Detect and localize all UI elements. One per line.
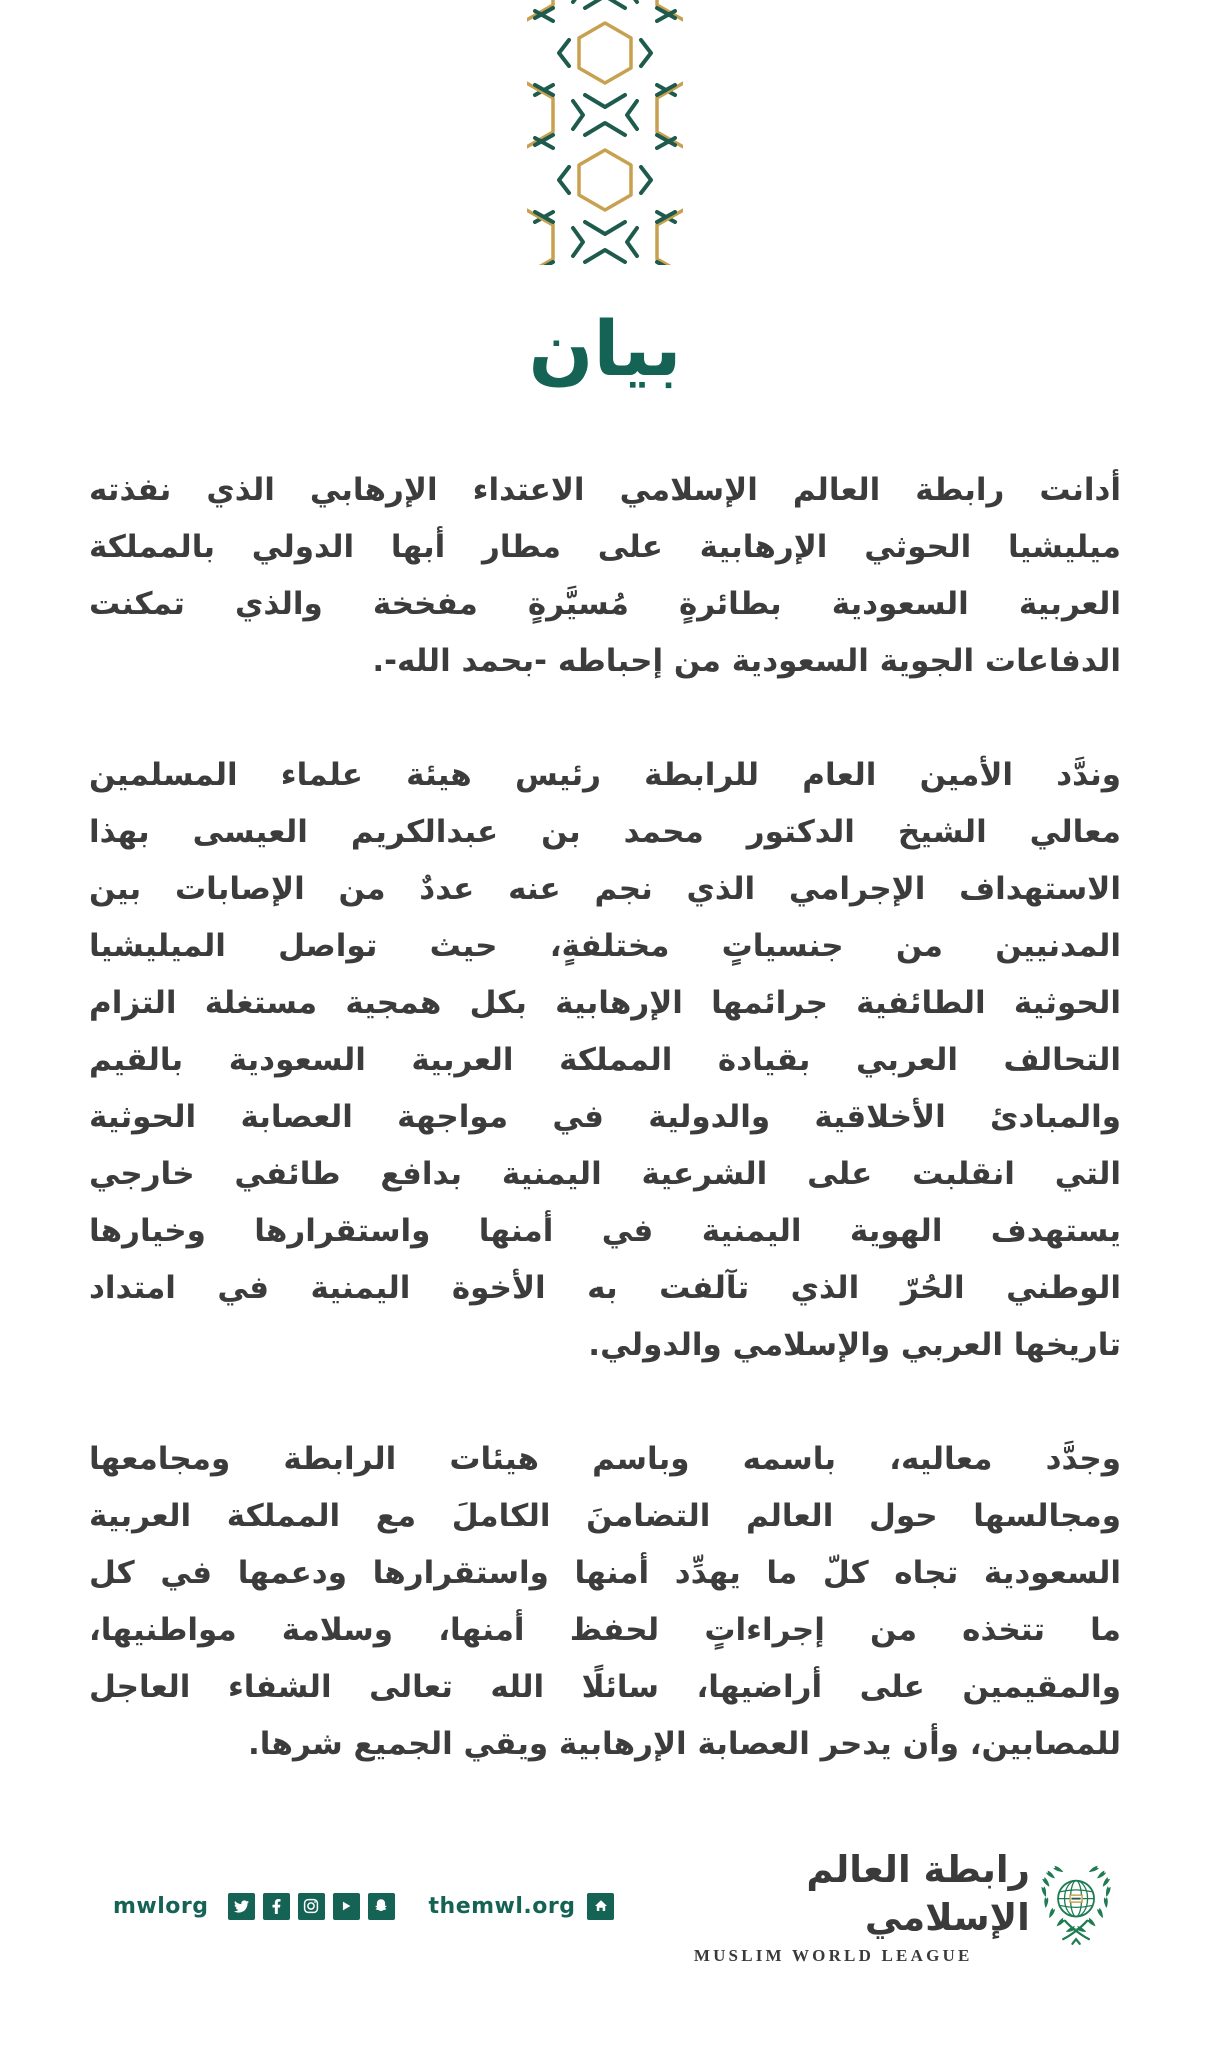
geometric-pattern-decoration <box>527 0 683 265</box>
statement-line: للمصابين، وأن يدحر العصابة الإرهابية ويقي الجميع شرها. <box>248 1726 1121 1762</box>
statement-line: والمبادئ الأخلاقية والدولية في مواجهة العصابة الحوثية <box>89 1099 1121 1135</box>
statement-line: التحالف العربي بقيادة المملكة العربية السعودية بالقيم <box>89 1042 1121 1078</box>
mwl-logo <box>614 1846 1122 1966</box>
instagram-icon[interactable] <box>298 1893 325 1920</box>
statement-line: العربية السعودية بطائرةٍ مُسيَّرةٍ مفخخة والذي تمكنت <box>89 586 1121 622</box>
statement-line: وجدَّد معاليه، باسمه وباسم هيئات الرابطة ومجامعها <box>89 1441 1121 1477</box>
statement-line: تاريخها العربي والإسلامي والدولي. <box>588 1327 1121 1363</box>
logo-arabic-calligraphy: رابطة العالم الإسلامي <box>806 1847 1030 1939</box>
website-url[interactable]: themwl.org <box>428 1893 576 1919</box>
statement-line: ميليشيا الحوثي الإرهابية على مطار أبها الدولي بالمملكة <box>89 529 1121 565</box>
statement-line: وندَّد الأمين العام للرابطة رئيس هيئة علماء المسلمين <box>89 757 1121 793</box>
twitter-icon[interactable] <box>228 1893 255 1920</box>
statement-line: معالي الشيخ الدكتور محمد بن عبدالكريم العيسى بهذا <box>89 814 1121 850</box>
statement-line: الدفاعات الجوية السعودية من إحباطه -بحمد الله-. <box>372 643 1121 679</box>
logo-english-name: MUSLIM WORLD LEAGUE <box>693 1946 973 1966</box>
statement-line: ما تتخذه من إجراءاتٍ لحفظ أمنها، وسلامة مواطنيها، <box>89 1612 1121 1648</box>
facebook-icon[interactable] <box>263 1893 290 1920</box>
statement-line: المدنيين من جنسياتٍ مختلفةٍ، حيث تواصل الميليشيا <box>89 928 1121 964</box>
logo-text-block <box>636 1846 1029 1966</box>
globe-wreath-emblem-icon <box>1030 1857 1122 1955</box>
statement-line: الوطني الحُرّ الذي تآلفت به الأخوة اليمنية في امتداد <box>89 1270 1121 1306</box>
home-icon[interactable] <box>587 1893 614 1920</box>
footer <box>0 1848 1210 1964</box>
statement-line: الحوثية الطائفية جرائمها الإرهابية بكل همجية مستغلة التزام <box>89 985 1121 1021</box>
snapchat-icon[interactable] <box>368 1893 395 1920</box>
statement-body <box>89 462 1121 1773</box>
statement-line: السعودية تجاه كلّ ما يهدِّد أمنها واستقرارها ودعمها في كل <box>89 1555 1121 1591</box>
statement-line: الاستهداف الإجرامي الذي نجم عنه عددٌ من الإصابات بين <box>89 871 1121 907</box>
statement-paragraph <box>89 1431 1121 1773</box>
statement-line: والمقيمين على أراضيها، سائلًا الله تعالى الشفاء العاجل <box>89 1669 1121 1705</box>
statement-line: ومجالسها حول العالم التضامنَ الكاملَ مع المملكة العربية <box>89 1498 1121 1534</box>
page-title: بيان <box>528 304 682 393</box>
statement-paragraph <box>89 462 1121 690</box>
footer-social-group <box>113 1893 614 1920</box>
statement-line: يستهدف الهوية اليمنية في أمنها واستقرارها وخيارها <box>89 1213 1121 1249</box>
statement-paragraph <box>89 747 1121 1374</box>
social-handle[interactable]: mwlorg <box>113 1893 209 1919</box>
statement-line: أدانت رابطة العالم الإسلامي الاعتداء الإرهابي الذي نفذته <box>89 472 1121 508</box>
youtube-icon[interactable] <box>333 1893 360 1920</box>
social-icon-row <box>209 1893 395 1920</box>
statement-line: التي انقلبت على الشرعية اليمنية بدافع طائفي خارجي <box>89 1156 1121 1192</box>
islamic-pattern-icon <box>527 0 683 265</box>
